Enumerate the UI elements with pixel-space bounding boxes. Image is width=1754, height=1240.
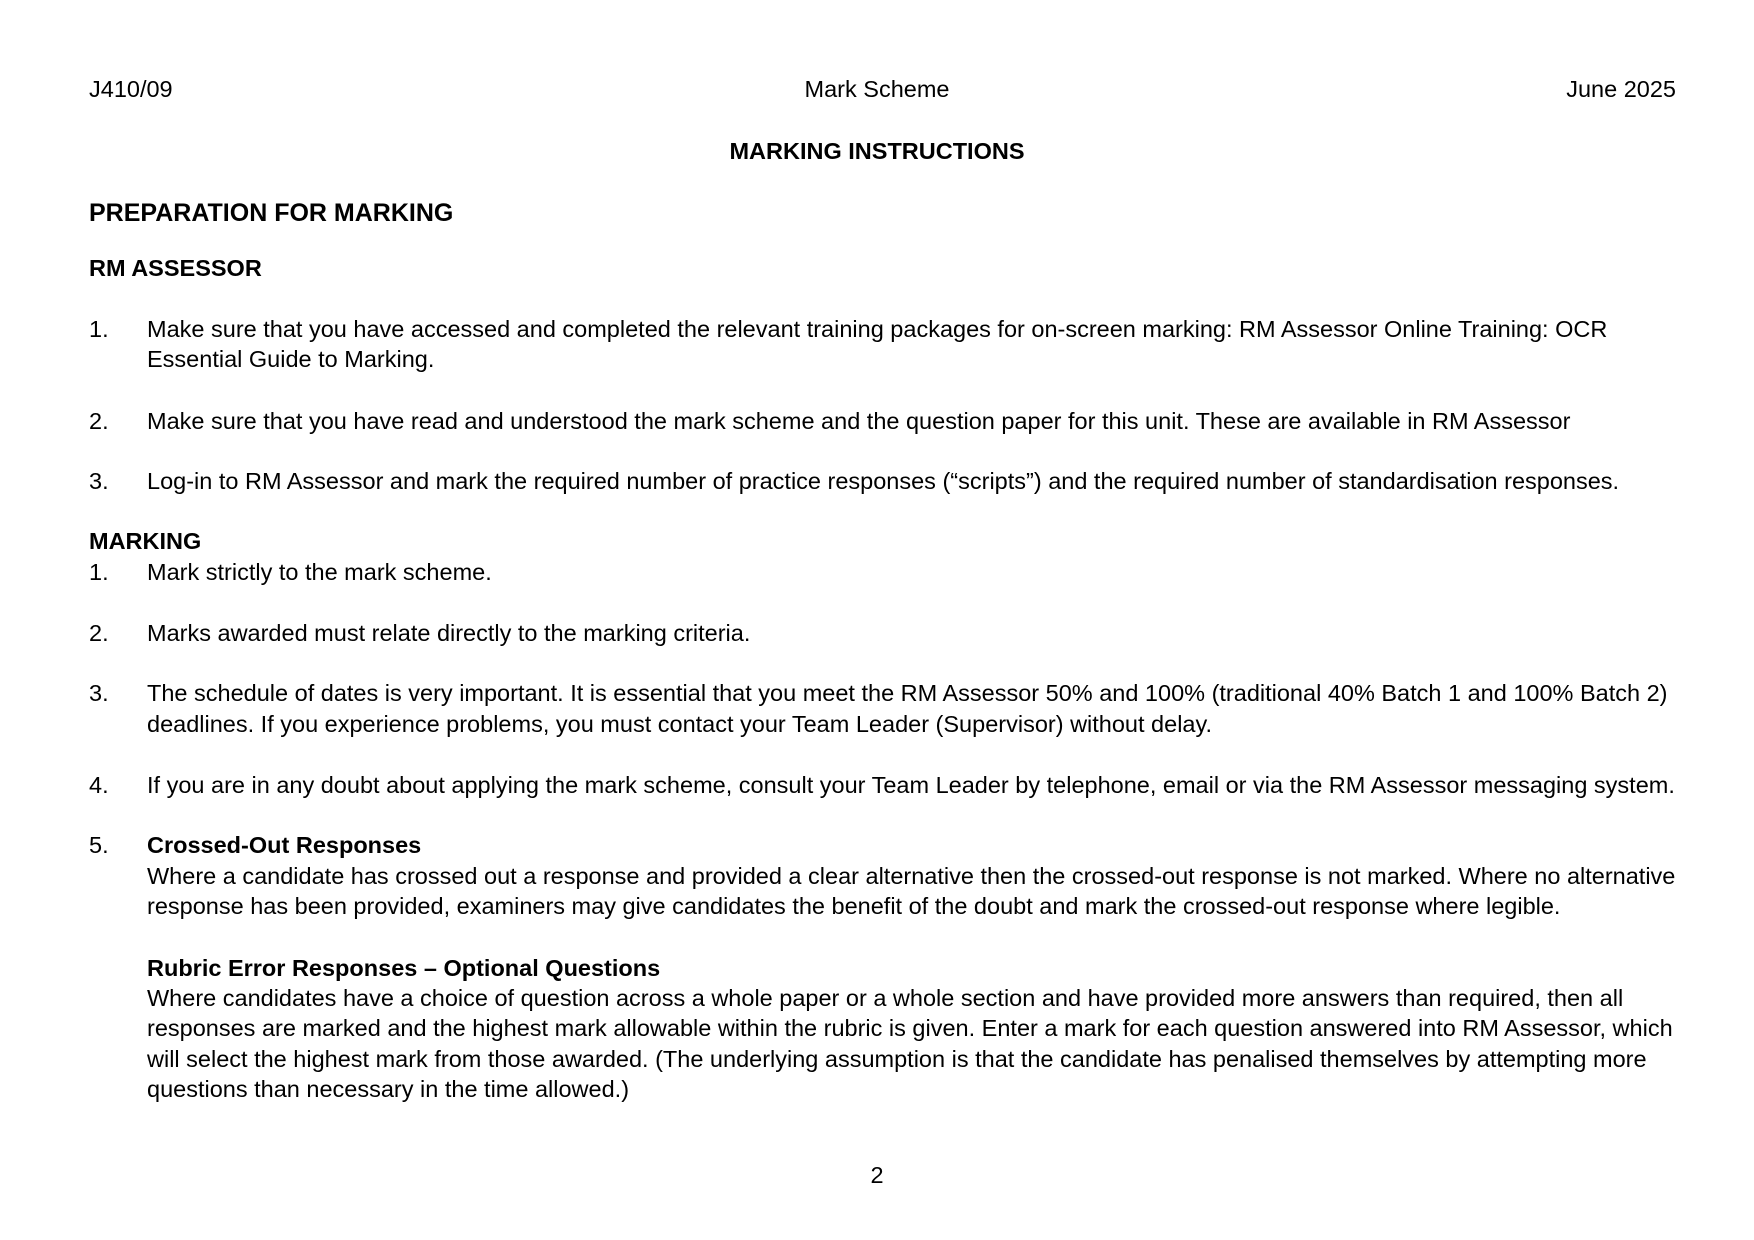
rubric-text: Where candidates have a choice of question across a whole paper or a whole section and have provided more answers than required, then all [147,985,1624,1011]
prep-item-number: 3. [89,468,109,494]
marking-item-number: 4. [89,772,109,798]
marking-item-text: response has been provided, examiners may give candidates the benefit of the doubt and mark the crossed-out response where legible. [147,893,1561,919]
page-number: 2 [870,1162,884,1188]
marking-item-number: 5. [89,832,109,858]
marking-item-text: Where a candidate has crossed out a response and provided a clear alternative then the crossed-out response is not marked. Where no alternative [147,863,1676,889]
subheading-rm-assessor: RM ASSESSOR [89,255,262,281]
prep-item-number: 1. [89,316,109,342]
marking-item-number: 2. [89,620,109,646]
header-date: June 2025 [1566,76,1676,102]
prep-item-text: Make sure that you have read and understood the mark scheme and the question paper for this unit. These are available in RM Assessor [147,408,1571,434]
prep-item-text: Essential Guide to Marking. [147,346,435,372]
rubric-text: responses are marked and the highest mark allowable within the rubric is given. Enter a mark for each question answered into RM Assessor, which [147,1015,1673,1041]
crossed-out-heading: Crossed-Out Responses [147,832,422,858]
marking-item-text: deadlines. If you experience problems, you must contact your Team Leader (Supervisor) without delay. [147,711,1213,737]
page-title: MARKING INSTRUCTIONS [729,138,1025,164]
header-code: J410/09 [89,76,173,102]
marking-item-text: The schedule of dates is very important. It is essential that you meet the RM Assessor 50% and 100% (traditional 40% Batch 1 and 100% Batch 2) [147,680,1668,706]
section-heading-preparation: PREPARATION FOR MARKING [89,199,454,227]
marking-item-text: If you are in any doubt about applying the mark scheme, consult your Team Leader by telephone, email or via the RM Assessor messaging system. [147,772,1675,798]
section-heading-marking: MARKING [89,528,202,554]
marking-item-number: 3. [89,680,109,706]
rubric-text: questions than necessary in the time allowed.) [147,1076,630,1102]
rubric-heading: Rubric Error Responses – Optional Questions [147,955,661,981]
marking-item-number: 1. [89,559,109,585]
prep-item-text: Log-in to RM Assessor and mark the required number of practice responses (“scripts”) and the required number of standardisation responses. [147,468,1620,494]
marking-item-text: Marks awarded must relate directly to the marking criteria. [147,620,751,646]
prep-item-text: Make sure that you have accessed and completed the relevant training packages for on-screen marking: RM Assessor Online Training: OCR [147,316,1608,342]
header-title: Mark Scheme [804,76,950,102]
prep-item-number: 2. [89,408,109,434]
marking-item-text: Mark strictly to the mark scheme. [147,559,492,585]
rubric-text: will select the highest mark from those awarded. (The underlying assumption is that the candidate has penalised themselves by attempting more [147,1046,1647,1072]
